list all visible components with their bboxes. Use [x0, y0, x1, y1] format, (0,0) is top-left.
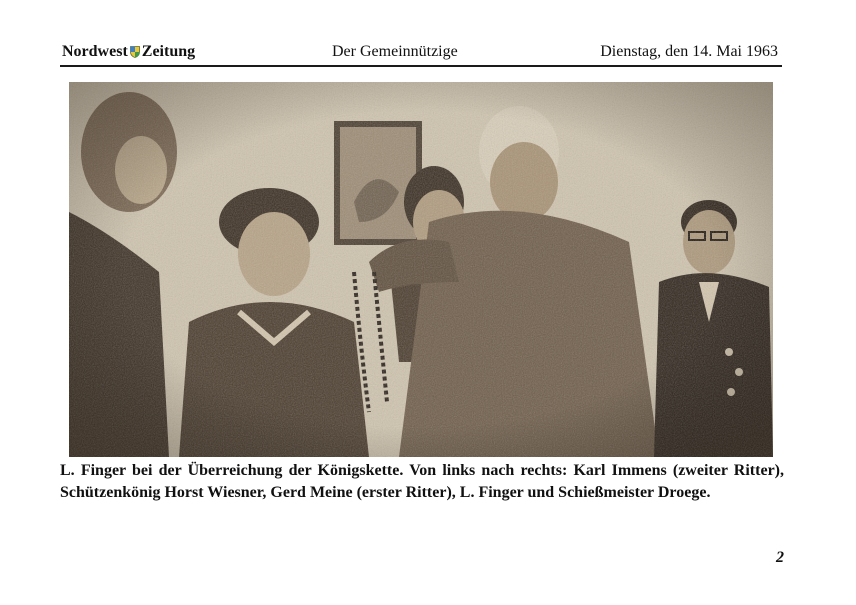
ceremony-photo	[69, 82, 773, 457]
newspaper-name-part1: Nordwest	[62, 43, 128, 60]
nwz-crest-icon	[130, 46, 140, 58]
newspaper-name-part2: Zeitung	[141, 43, 196, 60]
photo-caption: L. Finger bei der Überreichung der Königskette. Von links nach rechts: Karl Immens (zweiter Ritter), Schützenkönig Horst Wiesner, Gerd Meine (erster Ritter), L. Finger und Schießmeister Droege.	[60, 462, 784, 501]
page-header	[60, 41, 782, 67]
newspaper-name	[62, 43, 195, 61]
section-title: Der Gemeinnützige	[332, 43, 458, 60]
page-number: 2	[776, 549, 784, 566]
photo-illustration	[69, 82, 773, 457]
issue-date: Dienstag, den 14. Mai 1963	[600, 43, 778, 60]
